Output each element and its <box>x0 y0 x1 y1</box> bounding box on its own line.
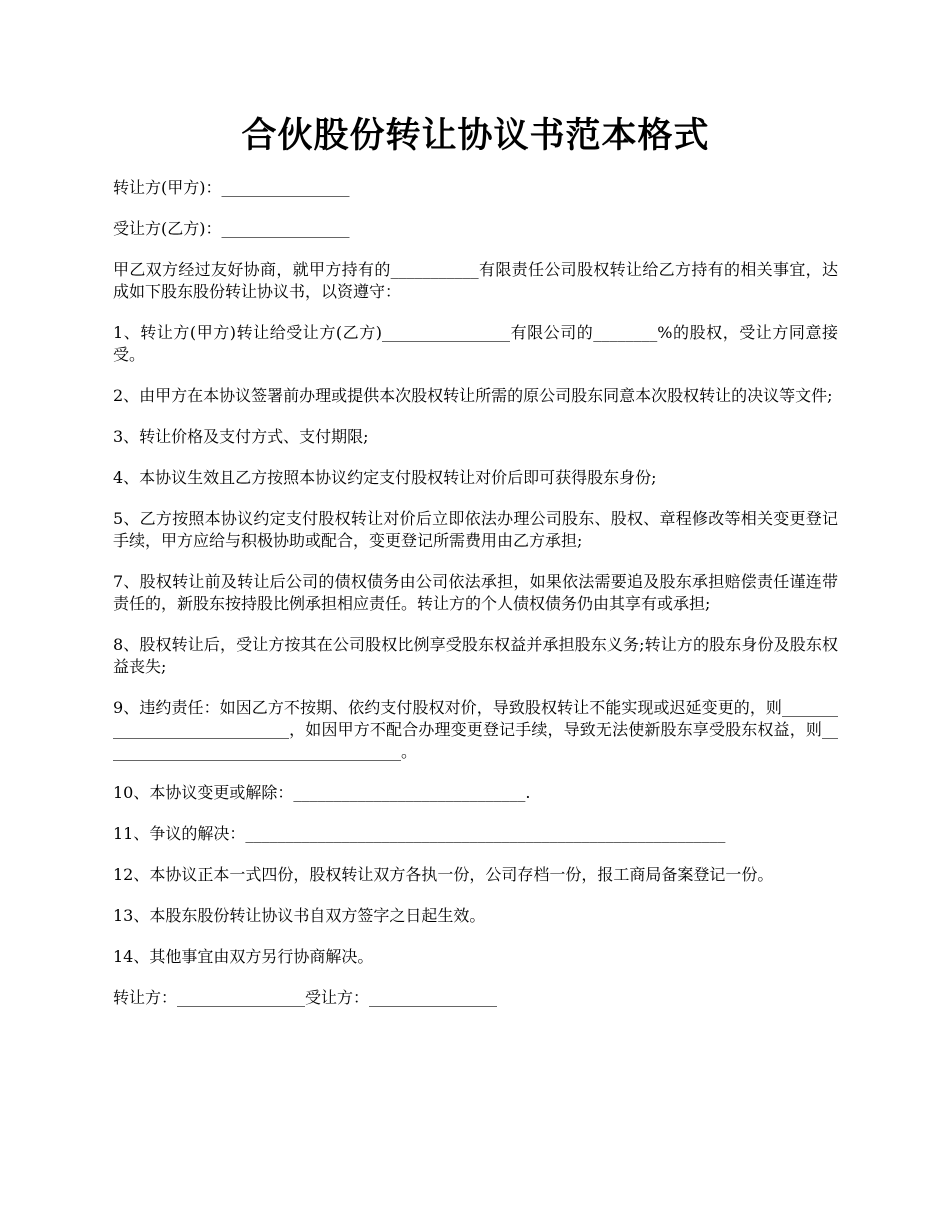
transferee-line: 受让方(乙方)：________________ <box>113 219 350 238</box>
clause-12: 12、本协议正本一式四份，股权转让双方各执一份，公司存档一份，报工商局备案登记一份。 <box>113 865 774 884</box>
clause-4: 4、本协议生效且乙方按照本协议约定支付股权转让对价后即可获得股东身份; <box>113 468 657 487</box>
clause-2: 2、由甲方在本协议签署前办理或提供本次股权转让所需的原公司股东同意本次股权转让的决议等文件; <box>113 386 833 405</box>
signature-line: 转让方：________________受让方：________________ <box>113 988 498 1007</box>
clause-11: 11、争议的解决：____________________________________________________________ <box>113 824 726 843</box>
clause-14: 14、其他事宜由双方另行协商解决。 <box>113 947 374 966</box>
clause-13: 13、本股东股份转让协议书自双方签字之日起生效。 <box>113 906 486 925</box>
clause-9: 9、违约责任：如因乙方不按期、依约支付股权对价，导致股权转让不能实现或迟延变更的，则_____________________________，如因甲方不配合办理变更登记手续，导致无法使新股东享受股东权益，则______________________________________。 <box>113 698 838 761</box>
clause-1: 1、转让方(甲方)转让给受让方(乙方)________________有限公司的________%的股权，受让方同意接受。 <box>113 323 838 364</box>
clause-8: 8、股权转让后，受让方按其在公司股权比例享受股东权益并承担股东义务;转让方的股东身份及股东权益丧失; <box>113 635 838 676</box>
clause-10: 10、本协议变更或解除：_____________________________. <box>113 783 531 802</box>
preamble-paragraph: 甲乙双方经过友好协商，就甲方持有的___________有限责任公司股权转让给乙方持有的相关事宜，达成如下股东股份转让协议书，以资遵守： <box>113 260 838 301</box>
transferor-line: 转让方(甲方)：________________ <box>113 178 350 197</box>
clause-5: 5、乙方按照本协议约定支付股权转让对价后立即依法办理公司股东、股权、章程修改等相关变更登记手续，甲方应给与积极协助或配合，变更登记所需费用由乙方承担; <box>113 509 838 550</box>
clause-7: 7、股权转让前及转让后公司的债权债务由公司依法承担，如果依法需要追及股东承担赔偿责任谨连带责任的，新股东按持股比例承担相应责任。转让方的个人债权债务仍由其享有或承担; <box>113 572 838 613</box>
clause-3: 3、转让价格及支付方式、支付期限; <box>113 427 369 446</box>
document-title: 合伙股份转让协议书范本格式 <box>241 116 710 156</box>
